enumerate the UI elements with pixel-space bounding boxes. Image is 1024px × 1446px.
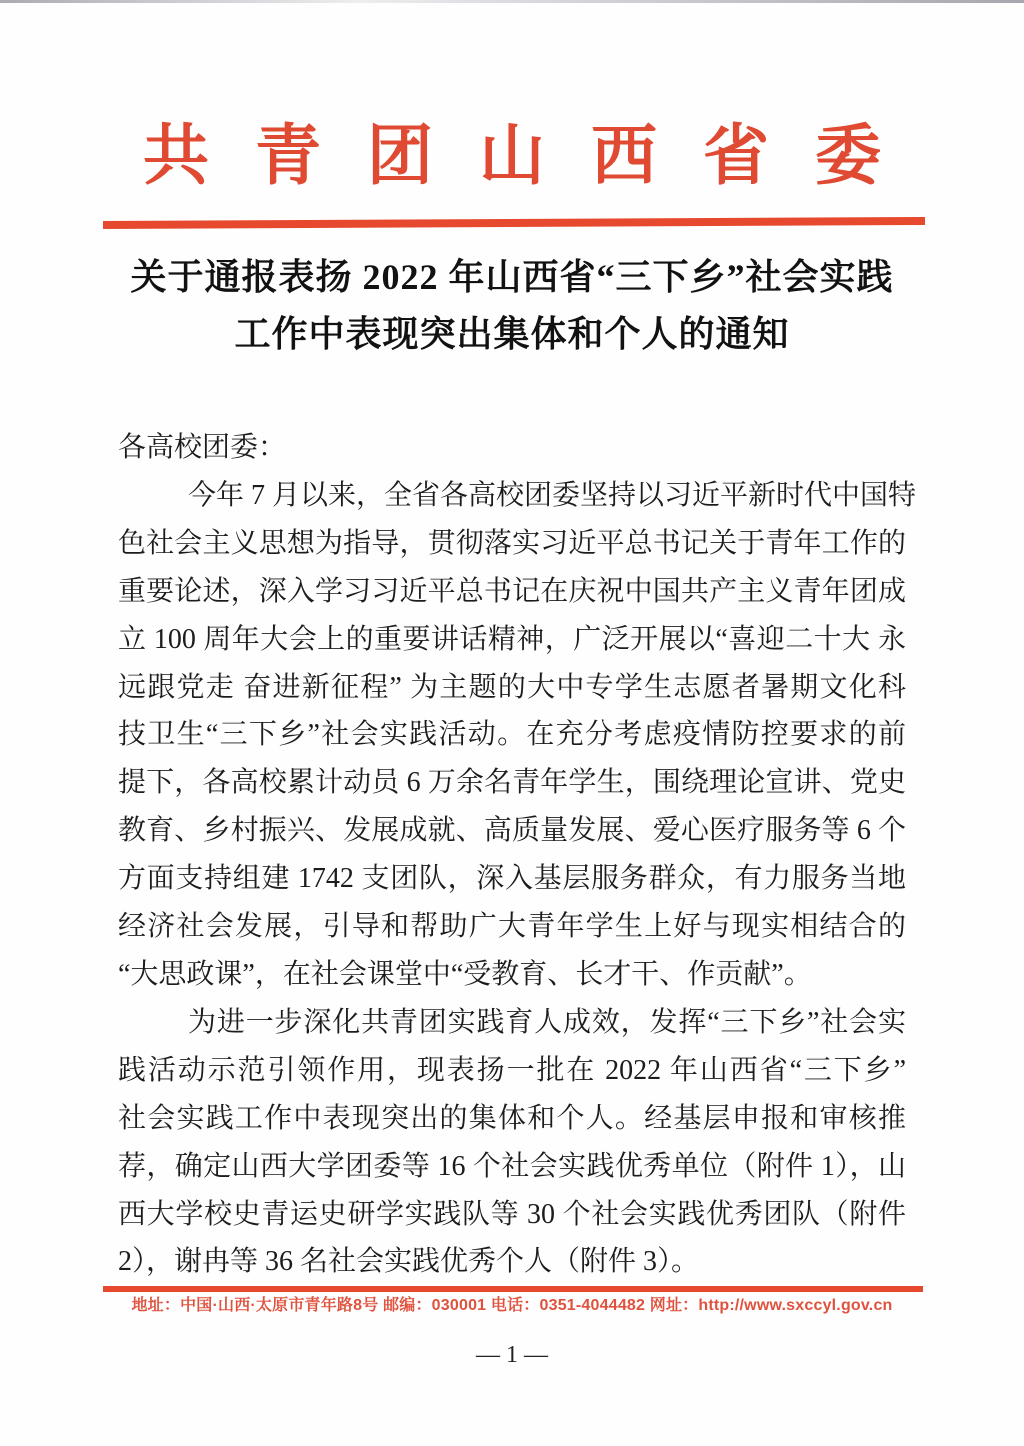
body-line: 立 100 周年大会上的重要讲话精神，广泛开展以“喜迎二十大 永 (118, 623, 906, 655)
letterhead-char: 青 (255, 120, 321, 193)
document-body (118, 424, 917, 1286)
body-paragraphs (118, 472, 917, 1286)
body-line: 为进一步深化共青团实践育人成效，发挥“三下乡”社会实 (188, 1006, 906, 1038)
body-line: “大思政课”，在社会课堂中“受教育、长才干、作贡献”。 (118, 958, 812, 990)
document-title-line2: 工作中表现突出集体和个人的通知 (234, 314, 790, 354)
footer-contact-info: 地址：中国·山西·太原市青年路8号 邮编：030001 电话：0351-4044482 网址：http://www.sxccyl.gov.cn (131, 1297, 893, 1314)
body-line: 经济社会发展，引导和帮助广大青年学生上好与现实相结合的 (118, 911, 906, 943)
letterhead-char: 省 (703, 120, 769, 193)
body-line: 技卫生“三下乡”社会实践活动。在充分考虑疫情防控要求的前 (118, 719, 906, 751)
body-line: 远跟党走 奋进新征程” 为主题的大中专学生志愿者暑期文化科 (118, 671, 906, 703)
scan-edge (0, 0, 1024, 3)
document-title-line1: 关于通报表扬 2022 年山西省“三下乡”社会实践 (130, 257, 894, 297)
body-line: 今年 7 月以来，全省各高校团委坚持以习近平新时代中国特 (188, 479, 917, 511)
letterhead-char: 西 (591, 120, 657, 193)
body-line: 西大学校史青运史研学实践队等 30 个社会实践优秀团队（附件 (118, 1198, 906, 1230)
body-line: 重要论述，深入学习习近平总书记在庆祝中国共产主义青年团成 (118, 575, 906, 607)
letterhead-divider-line (103, 217, 925, 229)
letterhead-title (143, 122, 881, 191)
page-number: — 1 — (476, 1342, 548, 1368)
letterhead-char: 山 (479, 120, 545, 193)
body-line: 方面支持组建 1742 支团队，深入基层服务群众，有力服务当地 (118, 863, 906, 895)
body-line: 社会实践工作中表现突出的集体和个人。经基层申报和审核推 (118, 1102, 906, 1134)
salutation: 各高校团委： (118, 432, 287, 463)
footer-divider-line (103, 1286, 923, 1292)
body-line: 荐，确定山西大学团委等 16 个社会实践优秀单位（附件 1），山 (118, 1150, 906, 1182)
body-line: 教育、乡村振兴、发展成就、高质量发展、爱心医疗服务等 6 个 (118, 815, 906, 847)
letterhead-char: 团 (367, 120, 433, 193)
letterhead-char: 共 (143, 120, 209, 193)
body-line: 提下，各高校累计动员 6 万余名青年学生，围绕理论宣讲、党史 (118, 767, 906, 799)
letterhead-char: 委 (815, 120, 881, 193)
document-title (0, 249, 1024, 363)
body-line: 践活动示范引领作用，现表扬一批在 2022 年山西省“三下乡” (118, 1054, 906, 1086)
body-line: 2），谢冉等 36 名社会实践优秀个人（附件 3）。 (118, 1246, 700, 1278)
body-line: 色社会主义思想为指导，贯彻落实习近平总书记关于青年工作的 (118, 527, 906, 559)
